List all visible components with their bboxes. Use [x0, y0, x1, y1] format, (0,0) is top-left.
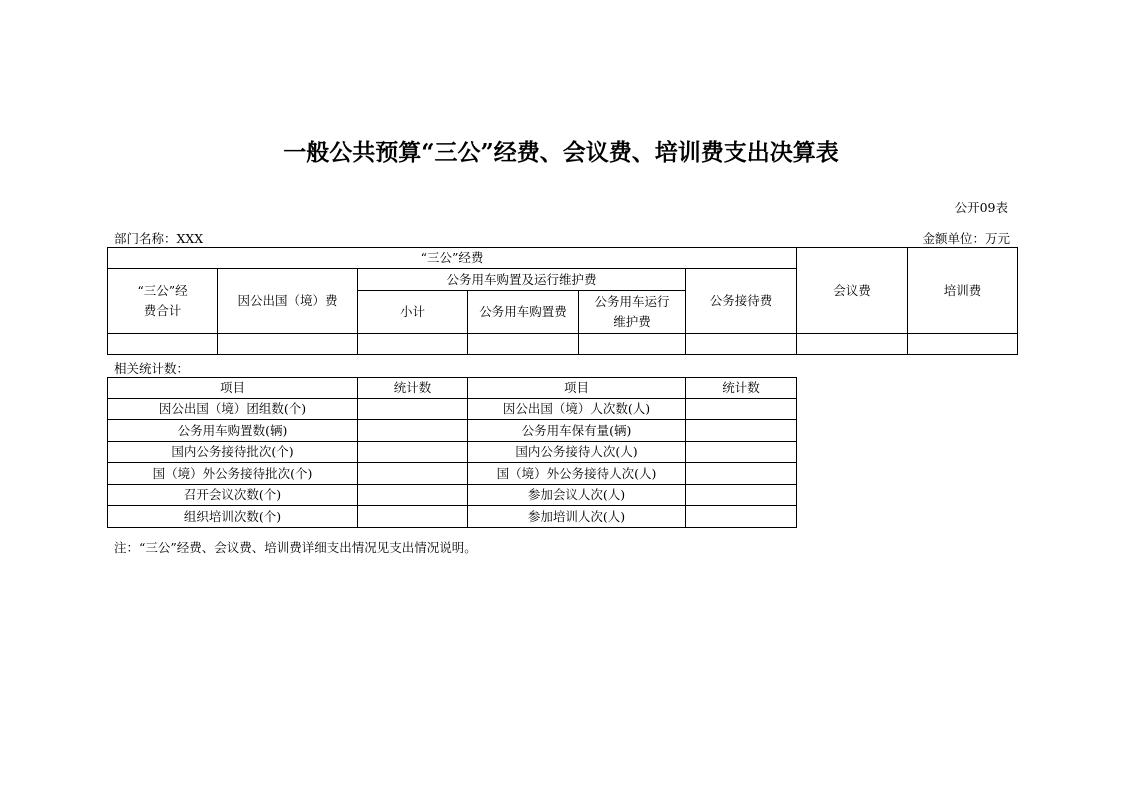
- stats-item-label: 组织培训次数(个): [108, 506, 358, 528]
- statistics-table: [107, 377, 797, 528]
- stats-value-cell[interactable]: [686, 485, 797, 506]
- value-cell[interactable]: [908, 334, 1018, 355]
- value-cell[interactable]: [797, 334, 908, 355]
- sangong-total-header: “三公”经费合计: [108, 269, 218, 334]
- stats-item-label: 公务用车购置数(辆): [108, 420, 358, 442]
- stats-item-label: 因公出国（境）人次数(人): [468, 399, 686, 420]
- footnote: 注：“三公”经费、会议费、培训费详细支出情况见支出情况说明。: [114, 540, 477, 555]
- stats-item-label: 国内公务接待人次(人): [468, 442, 686, 463]
- expenditure-table: [107, 247, 1018, 355]
- stats-value-cell[interactable]: [358, 506, 468, 528]
- stats-value-cell[interactable]: [358, 485, 468, 506]
- stats-value-cell[interactable]: [686, 442, 797, 463]
- stats-header-item: 项目: [108, 378, 358, 399]
- form-number: 公开09表: [954, 200, 1008, 215]
- value-cell[interactable]: [579, 334, 686, 355]
- vehicle-purchase-header: 公务用车购置费: [468, 291, 579, 334]
- abroad-fee-header: 因公出国（境）费: [218, 269, 358, 334]
- meeting-fee-header: 会议费: [797, 248, 908, 334]
- stats-header-count: 统计数: [358, 378, 468, 399]
- department-name: 部门名称：XXX: [114, 231, 204, 246]
- stats-value-cell[interactable]: [686, 506, 797, 528]
- value-cell[interactable]: [218, 334, 358, 355]
- stats-value-cell[interactable]: [358, 442, 468, 463]
- stats-item-label: 公务用车保有量(辆): [468, 420, 686, 442]
- vehicle-operation-header: 公务用车运行维护费: [579, 291, 686, 334]
- stats-item-label: 参加会议人次(人): [468, 485, 686, 506]
- stats-header-item: 项目: [468, 378, 686, 399]
- stats-value-cell[interactable]: [686, 463, 797, 485]
- value-cell[interactable]: [686, 334, 797, 355]
- stats-value-cell[interactable]: [686, 399, 797, 420]
- stats-item-label: 参加培训人次(人): [468, 506, 686, 528]
- stats-item-label: 国内公务接待批次(个): [108, 442, 358, 463]
- stats-label: 相关统计数：: [114, 361, 190, 376]
- stats-header-count: 统计数: [686, 378, 797, 399]
- page-title: 一般公共预算“三公”经费、会议费、培训费支出决算表: [283, 139, 839, 166]
- vehicle-group-header: 公务用车购置及运行维护费: [358, 269, 686, 291]
- sangong-header: “三公”经费: [108, 248, 797, 269]
- stats-item-label: 国（境）外公务接待批次(个): [108, 463, 358, 485]
- amount-unit: 金额单位：万元: [922, 231, 1010, 246]
- value-cell[interactable]: [358, 334, 468, 355]
- value-cell[interactable]: [468, 334, 579, 355]
- reception-fee-header: 公务接待费: [686, 269, 797, 334]
- stats-value-cell[interactable]: [358, 420, 468, 442]
- stats-item-label: 国（境）外公务接待人次(人): [468, 463, 686, 485]
- stats-item-label: 召开会议次数(个): [108, 485, 358, 506]
- training-fee-header: 培训费: [908, 248, 1018, 334]
- stats-value-cell[interactable]: [358, 399, 468, 420]
- stats-value-cell[interactable]: [686, 420, 797, 442]
- stats-value-cell[interactable]: [358, 463, 468, 485]
- value-cell[interactable]: [108, 334, 218, 355]
- subtotal-header: 小计: [358, 291, 468, 334]
- stats-item-label: 因公出国（境）团组数(个): [108, 399, 358, 420]
